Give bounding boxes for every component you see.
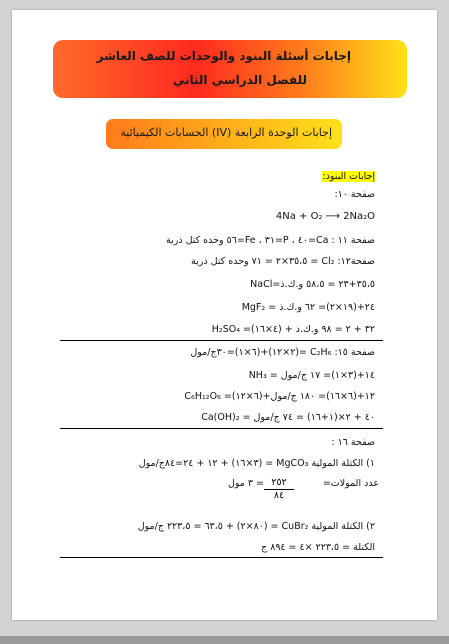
moles-result: = ٣ مول xyxy=(227,478,264,489)
divider xyxy=(60,428,383,429)
moles-fraction xyxy=(264,477,294,501)
question-1-line: ١) الكتلة المولية MgCO₃ = (٣×١٦) + ١٢ + ٢٤=٨٤ج/مول xyxy=(138,458,375,469)
fraction-denominator: ٨٤ xyxy=(273,490,285,501)
page-11-line: صفحة ١١ : Ca=٤٠ ، P=٣١ ، Fe=٥٦ وحده كتل ذرية xyxy=(166,235,375,246)
page-16-label: صفحة ١٦ : xyxy=(331,437,375,448)
c6h12o6-line: C₆H₁₂O₆ =(٦×١٢)+١٢+(٦×١٦)= ١٨٠ ج/مول xyxy=(184,391,375,402)
title-banner xyxy=(53,40,407,98)
page-15-line: صفحة ١٥: C₂H₆ =(٢×١٢)+(٦×١)=٣٠ج/مول xyxy=(190,347,375,358)
caoh2-line: Ca(OH)₂ = ٤٠ + ٢×(١+١٦) = ٧٤ ج/مول xyxy=(201,412,375,423)
page-10-label: صفحة ١٠: xyxy=(334,189,375,200)
nh3-line: NH₃ = ١٤+(٣×١)= ١٧ ج/مول xyxy=(248,370,375,381)
answers-heading: إجابات البنود: xyxy=(322,171,375,182)
unit-title-box xyxy=(106,119,342,149)
banner-subtitle: للفصل الدراسي الثاني xyxy=(172,73,307,87)
divider xyxy=(60,340,383,341)
nacl-line: NaCl=٣٥،٥+٢٣ = ٥٨،٥ و.ك.ذ xyxy=(250,279,375,290)
moles-label: عدد المولات= xyxy=(322,478,379,489)
mass-line: الكتلة = ٢٢٣،٥ ×٤ = ٨٩٤ ج xyxy=(261,542,375,553)
h2so4-line: H₂SO₄ =(٤×١٦) + ٣٢ + ٢ = ٩٨ و.ك.ذ xyxy=(211,324,375,335)
fraction-numerator: ٢٥٢ xyxy=(264,477,294,490)
mgf2-line: MgF₂ = ٢٤+(١٩×٢)= ٦٢ و.ك.ذ xyxy=(241,302,375,313)
page-12-line: صفحة١٢: Cl₂ = ٣٥،٥×٢ = ٧١ وحده كتل ذرية xyxy=(191,256,375,267)
question-2-line: ٢) الكتلة المولية CuBr₂ = (٨٠×٢) + ٦٣،٥ = ٢٢٣،٥ ج/مول xyxy=(137,521,375,532)
window-bottom-bar xyxy=(0,636,449,644)
banner-title: إجابات أسئلة البنود والوحدات للصف العاشر xyxy=(96,49,351,63)
unit-title: إجابات الوحدة الرابعة (IV) الحسابات الكيميائية xyxy=(120,126,332,139)
divider xyxy=(60,557,383,558)
equation: 4Na + O₂ ⟶ 2Na₂O xyxy=(275,211,375,222)
